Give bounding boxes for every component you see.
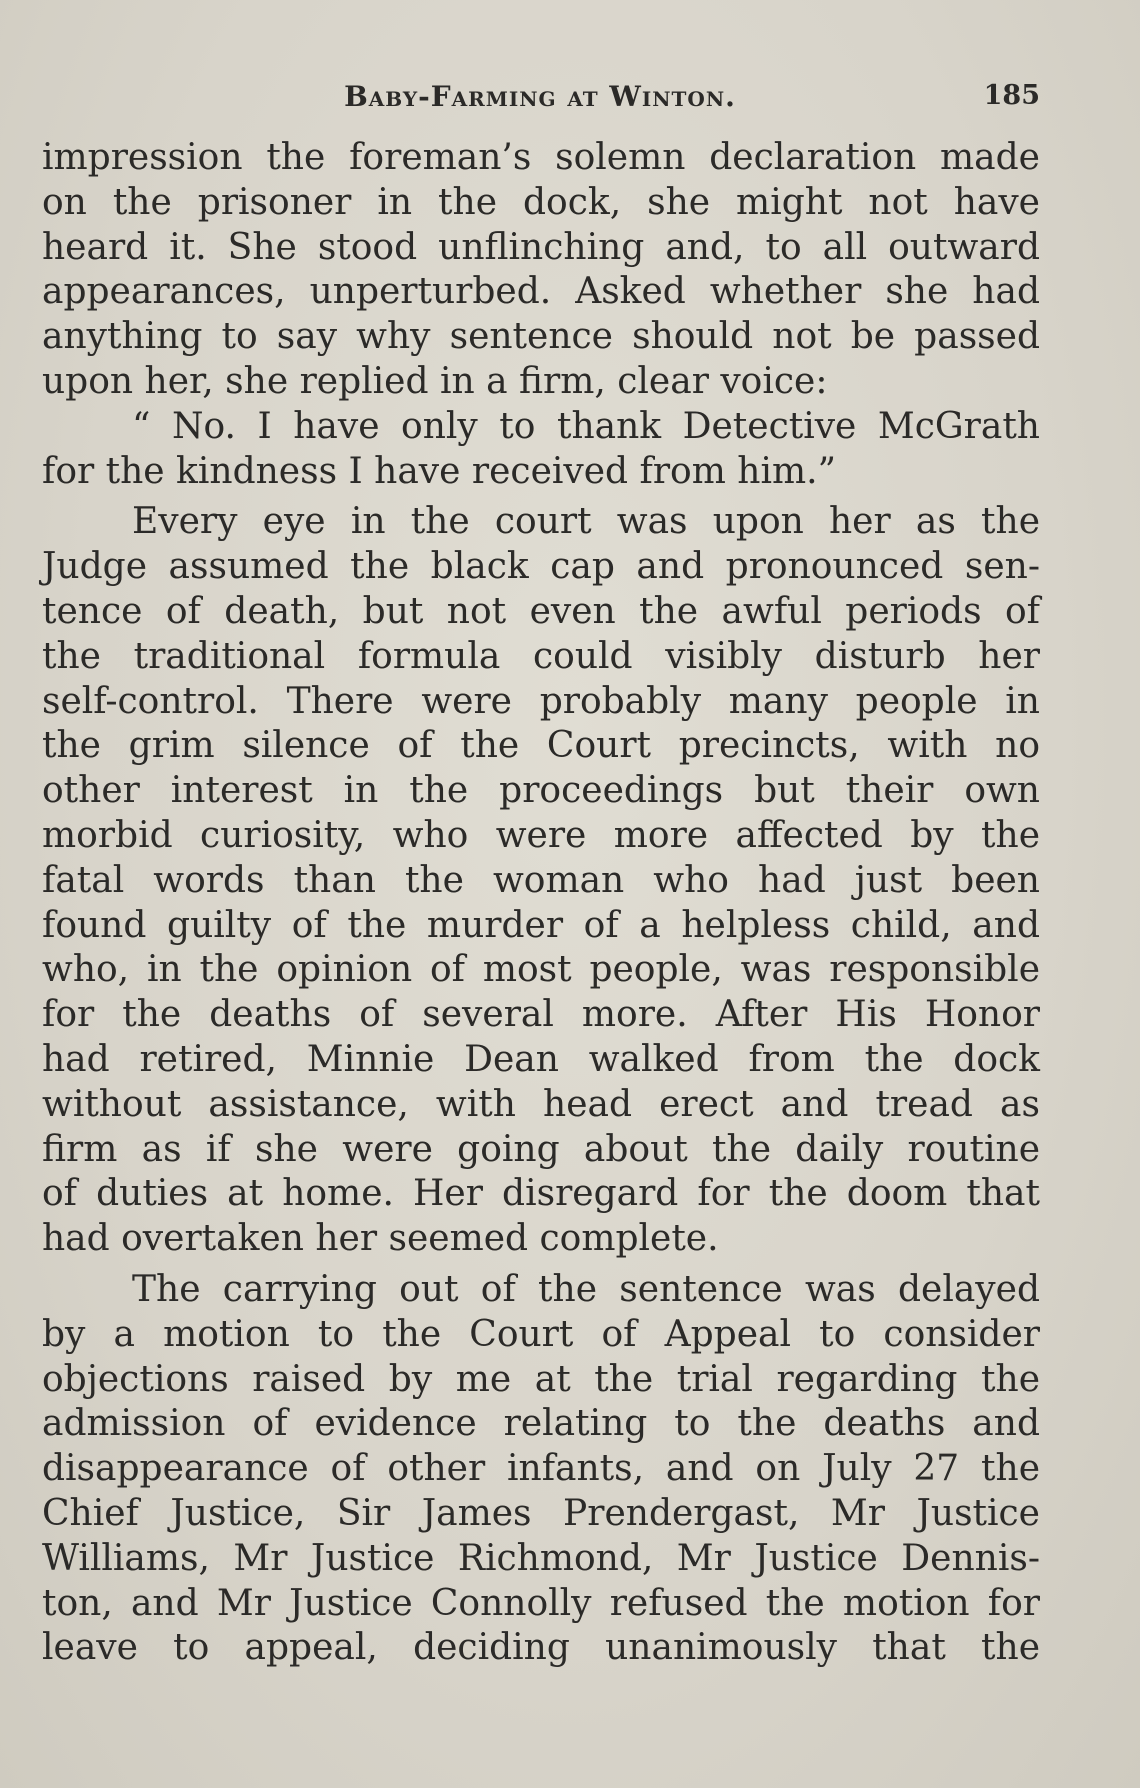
text-line: Judge assumed the black cap and pronounced sen- bbox=[42, 546, 1040, 588]
text-line: upon her, she replied in a firm, clear voice: bbox=[42, 360, 828, 402]
text-line: admission of evidence relating to the deaths and bbox=[42, 1403, 1040, 1445]
text-line: on the prisoner in the dock, she might not have bbox=[42, 181, 1040, 223]
text-line: impression the foreman’s solemn declaration made bbox=[42, 137, 1040, 178]
text-line: had overtaken her seemed complete. bbox=[42, 1218, 719, 1260]
text-line: Every eye in the court was upon her as the bbox=[132, 501, 1040, 543]
text-line: for the kindness I have received from him.” bbox=[42, 450, 836, 492]
page-header bbox=[40, 80, 1040, 120]
text-line: who, in the opinion of most people, was responsible bbox=[42, 949, 1040, 991]
text-line: ton, and Mr Justice Connolly refused the motion for bbox=[42, 1582, 1040, 1624]
text-line: The carrying out of the sentence was delayed bbox=[132, 1268, 1040, 1310]
running-head: Baby-Farming at Winton. bbox=[344, 80, 736, 113]
text-line: appearances, unperturbed. Asked whether she had bbox=[42, 271, 1040, 313]
text-line: disappearance of other infants, and on July 27 the bbox=[42, 1448, 1040, 1490]
text-line: “ No. I have only to thank Detective McGrath bbox=[132, 405, 1040, 447]
text-line: firm as if she were going about the daily routine bbox=[42, 1128, 1040, 1170]
paragraph bbox=[42, 500, 1040, 1262]
text-line: self-control. There were probably many people in bbox=[42, 680, 1040, 722]
text-line: of duties at home. Her disregard for the doom that bbox=[42, 1173, 1040, 1215]
text-line: fatal words than the woman who had just been bbox=[42, 859, 1040, 901]
text-line: anything to say why sentence should not be passed bbox=[42, 316, 1040, 358]
paragraph bbox=[42, 136, 1040, 405]
text-line: leave to appeal, deciding unanimously that the bbox=[42, 1627, 1040, 1669]
text-line: by a motion to the Court of Appeal to consider bbox=[42, 1313, 1040, 1355]
text-line: the grim silence of the Court precincts, with no bbox=[42, 725, 1040, 767]
text-line: other interest in the proceedings but their own bbox=[42, 770, 1040, 812]
paragraph bbox=[42, 405, 1040, 495]
page-number: 185 bbox=[983, 80, 1040, 111]
text-line: Williams, Mr Justice Richmond, Mr Justice Dennis- bbox=[42, 1537, 1040, 1579]
paragraph bbox=[42, 1268, 1040, 1671]
body-text bbox=[42, 136, 1040, 1671]
text-line: without assistance, with head erect and tread as bbox=[42, 1083, 1040, 1125]
text-line: found guilty of the murder of a helpless child, and bbox=[42, 904, 1040, 946]
text-line: tence of death, but not even the awful periods of bbox=[42, 590, 1040, 632]
text-line: morbid curiosity, who were more affected by the bbox=[42, 814, 1040, 856]
text-line: objections raised by me at the trial regarding the bbox=[42, 1358, 1040, 1400]
text-line: had retired, Minnie Dean walked from the dock bbox=[42, 1038, 1040, 1080]
text-line: Chief Justice, Sir James Prendergast, Mr Justice bbox=[42, 1492, 1040, 1534]
text-line: the traditional formula could visibly disturb her bbox=[42, 635, 1040, 677]
text-line: for the deaths of several more. After His Honor bbox=[42, 994, 1040, 1036]
text-line: heard it. She stood unflinching and, to all outward bbox=[42, 226, 1040, 268]
